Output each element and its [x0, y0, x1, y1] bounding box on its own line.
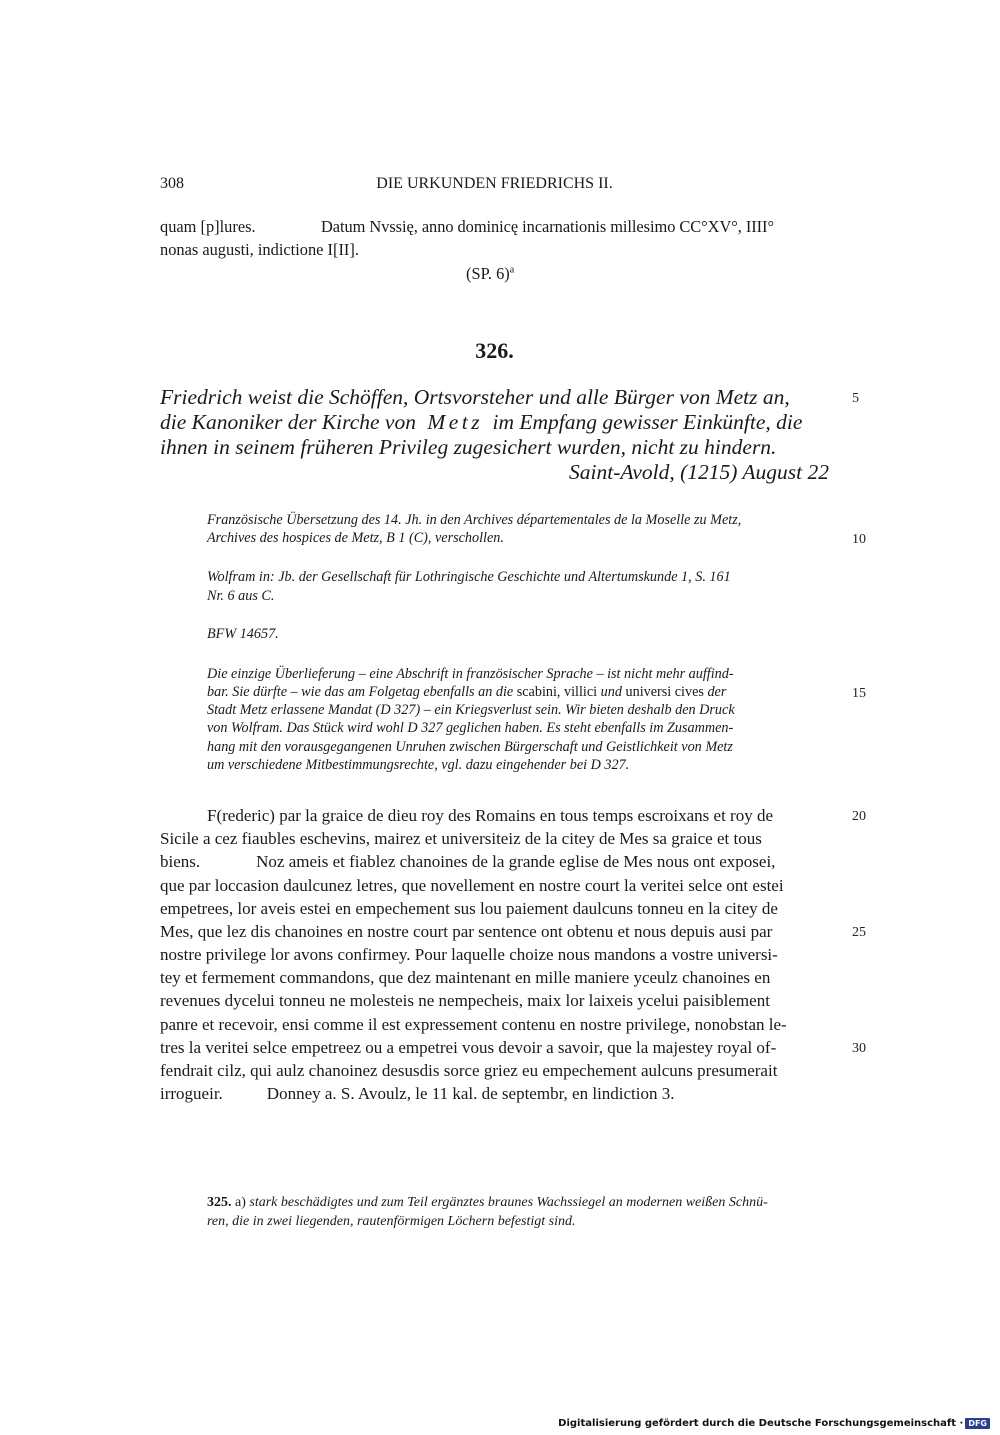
note-1-line-2: Archives des hospices de Metz, B 1 (C), verschollen. — [207, 530, 504, 546]
continuation-line-2: nonas augusti, indictione I[II]. — [160, 240, 359, 259]
line-number: 5 — [852, 391, 859, 406]
text-line-8: tey et fermement commandons, que dez maintenant en mille maniere yceulz chanoines en — [160, 968, 771, 987]
footnote-ref: 325. — [207, 1195, 232, 1210]
seal-text: (SP. 6) — [466, 264, 510, 283]
seal-reference — [466, 264, 514, 284]
text-line-4: que par loccasion daulcunez letres, que novellement en nostre court la veritei selce ont estei — [160, 876, 784, 895]
note-2-line-2: Nr. 6 aus C. — [207, 588, 275, 604]
text-line-3-a: biens. — [160, 852, 201, 871]
note-4-line-4: von Wolfram. Das Stück wird wohl D 327 geglichen haben. Es steht ebenfalls im Zusammen- — [207, 720, 734, 736]
text-line-3-b: Noz ameis et fiablez chanoines de la grande eglise de Mes nous ont exposei, — [256, 852, 776, 871]
text-line-9: revenues dycelui tonneu ne molesteis ne nempecheis, maix lor laixeis ycelui paisiblement — [160, 991, 770, 1010]
regest-line-2-a: die Kanoniker der Kirche von — [160, 410, 416, 434]
note-4-line-5: hang mit den vorausgegangenen Unruhen zwischen Bürgerschaft und Geistlichkeit von Metz — [207, 739, 733, 755]
footnote-mark: a) — [235, 1195, 246, 1210]
note-4-line-2-b: scabini, villici — [516, 684, 598, 700]
note-2-line-1: Wolfram in: Jb. der Gesellschaft für Lothringische Geschichte und Altertumskunde 1, S. 161 — [207, 569, 731, 585]
text-line-13 — [160, 1084, 675, 1104]
line-number: 30 — [852, 1041, 866, 1056]
funding-credit — [558, 1418, 990, 1429]
line-number: 20 — [852, 809, 866, 824]
footnote-line-2 — [207, 1214, 575, 1230]
note-4-line-2-e: der — [707, 684, 727, 700]
note-4-line-2-c: und — [600, 684, 622, 700]
text-line-2: Sicile a cez fiaubles eschevins, mairez et universiteiz de la citey de Mes sa graice et tous — [160, 829, 762, 848]
text-line-6: Mes, que lez dis chanoines en nostre court par sentence ont obtenu et nous depuis ausi par — [160, 922, 773, 941]
text-line-12: fendrait cilz, qui aulz chanoinez desusdis sorce griez eu empechement aulcuns presumerait — [160, 1061, 778, 1080]
note-1-line-1: Französische Übersetzung des 14. Jh. in den Archives départementales de la Moselle zu Metz, — [207, 512, 742, 528]
regest-line-1: Friedrich weist die Schöffen, Ortsvorsteher und alle Bürger von Metz an, — [160, 385, 790, 409]
note-3: BFW 14657. — [207, 626, 279, 642]
line-number: 10 — [852, 532, 866, 547]
note-4-line-3: Stadt Metz erlassene Mandat (D 327) – ein Kriegsverlust sein. Wir bieten deshalb den Druck — [207, 702, 735, 718]
funding-credit-text: Digitalisierung gefördert durch die Deutsche Forschungsgemeinschaft · — [558, 1418, 964, 1429]
note-4-line-6: um verschiedene Mitbestimmungsrechte, vgl. dazu eingehender bei D 327. — [207, 757, 630, 773]
running-title: DIE URKUNDEN FRIEDRICHS II. — [376, 175, 613, 192]
regest-line-2 — [160, 410, 802, 435]
dfg-logo: DFG — [965, 1418, 990, 1429]
text-line-13-a: irrogueir. — [160, 1084, 223, 1103]
text-line-5: empetrees, lor aveis estei en empechement sus lou paiement daulcuns tonneu en la citey de — [160, 899, 778, 918]
footnote-text-2: ren, die in zwei liegenden, rautenförmigen Löchern befestigt sind. — [207, 1214, 576, 1229]
note-4-line-2-a: bar. Sie dürfte – wie das am Folgetag ebenfalls an die — [207, 684, 514, 700]
page-number: 308 — [160, 175, 184, 192]
line-number: 25 — [852, 925, 866, 940]
text-line-3 — [160, 852, 775, 872]
line-number: 15 — [852, 686, 866, 701]
regest-place-date: Saint-Avold, (1215) August 22 — [569, 460, 829, 484]
note-4-line-2-d: universi cives — [625, 684, 704, 700]
document-number: 326. — [475, 338, 514, 363]
footnote-line-1 — [207, 1195, 768, 1211]
text-line-13-b: Donney a. S. Avoulz, le 11 kal. de septembr, en lindiction 3. — [266, 1084, 675, 1103]
regest-place-spaced: Metz — [427, 410, 484, 434]
text-line-11: tres la veritei selce empetreez ou a empetrei vous devoir a savoir, que la majestey royal of- — [160, 1038, 777, 1057]
text-line-7: nostre privilege lor avons confirmey. Pour laquelle choize nous mandons a vostre universi- — [160, 945, 778, 964]
seal-note-mark: a — [509, 264, 515, 276]
text-line-10: panre et recevoir, ensi comme il est expressement contenu en nostre privilege, nonobstan le- — [160, 1015, 787, 1034]
regest-line-3: ihnen in seinem früheren Privileg zugesichert wurden, nicht zu hindern. — [160, 435, 777, 459]
note-4-line-2 — [207, 684, 726, 701]
continuation-line-1b: Datum Nvssię, anno dominicę incarnationis millesimo CC°XV°, IIII° — [321, 217, 774, 236]
continuation-line-1a: quam [p]lures. — [160, 217, 256, 236]
note-4-line-1: Die einzige Überlieferung – eine Abschrift in französischer Sprache – ist nicht mehr auffind- — [207, 666, 734, 682]
text-line-1: F(rederic) par la graice de dieu roy des Romains en tous temps escroixans et roy de — [207, 806, 774, 825]
regest-line-2-b: im Empfang gewisser Einkünfte, die — [492, 410, 803, 434]
footnote-text-1: stark beschädigtes und zum Teil ergänztes braunes Wachssiegel an modernen weißen Schnü- — [249, 1195, 768, 1210]
